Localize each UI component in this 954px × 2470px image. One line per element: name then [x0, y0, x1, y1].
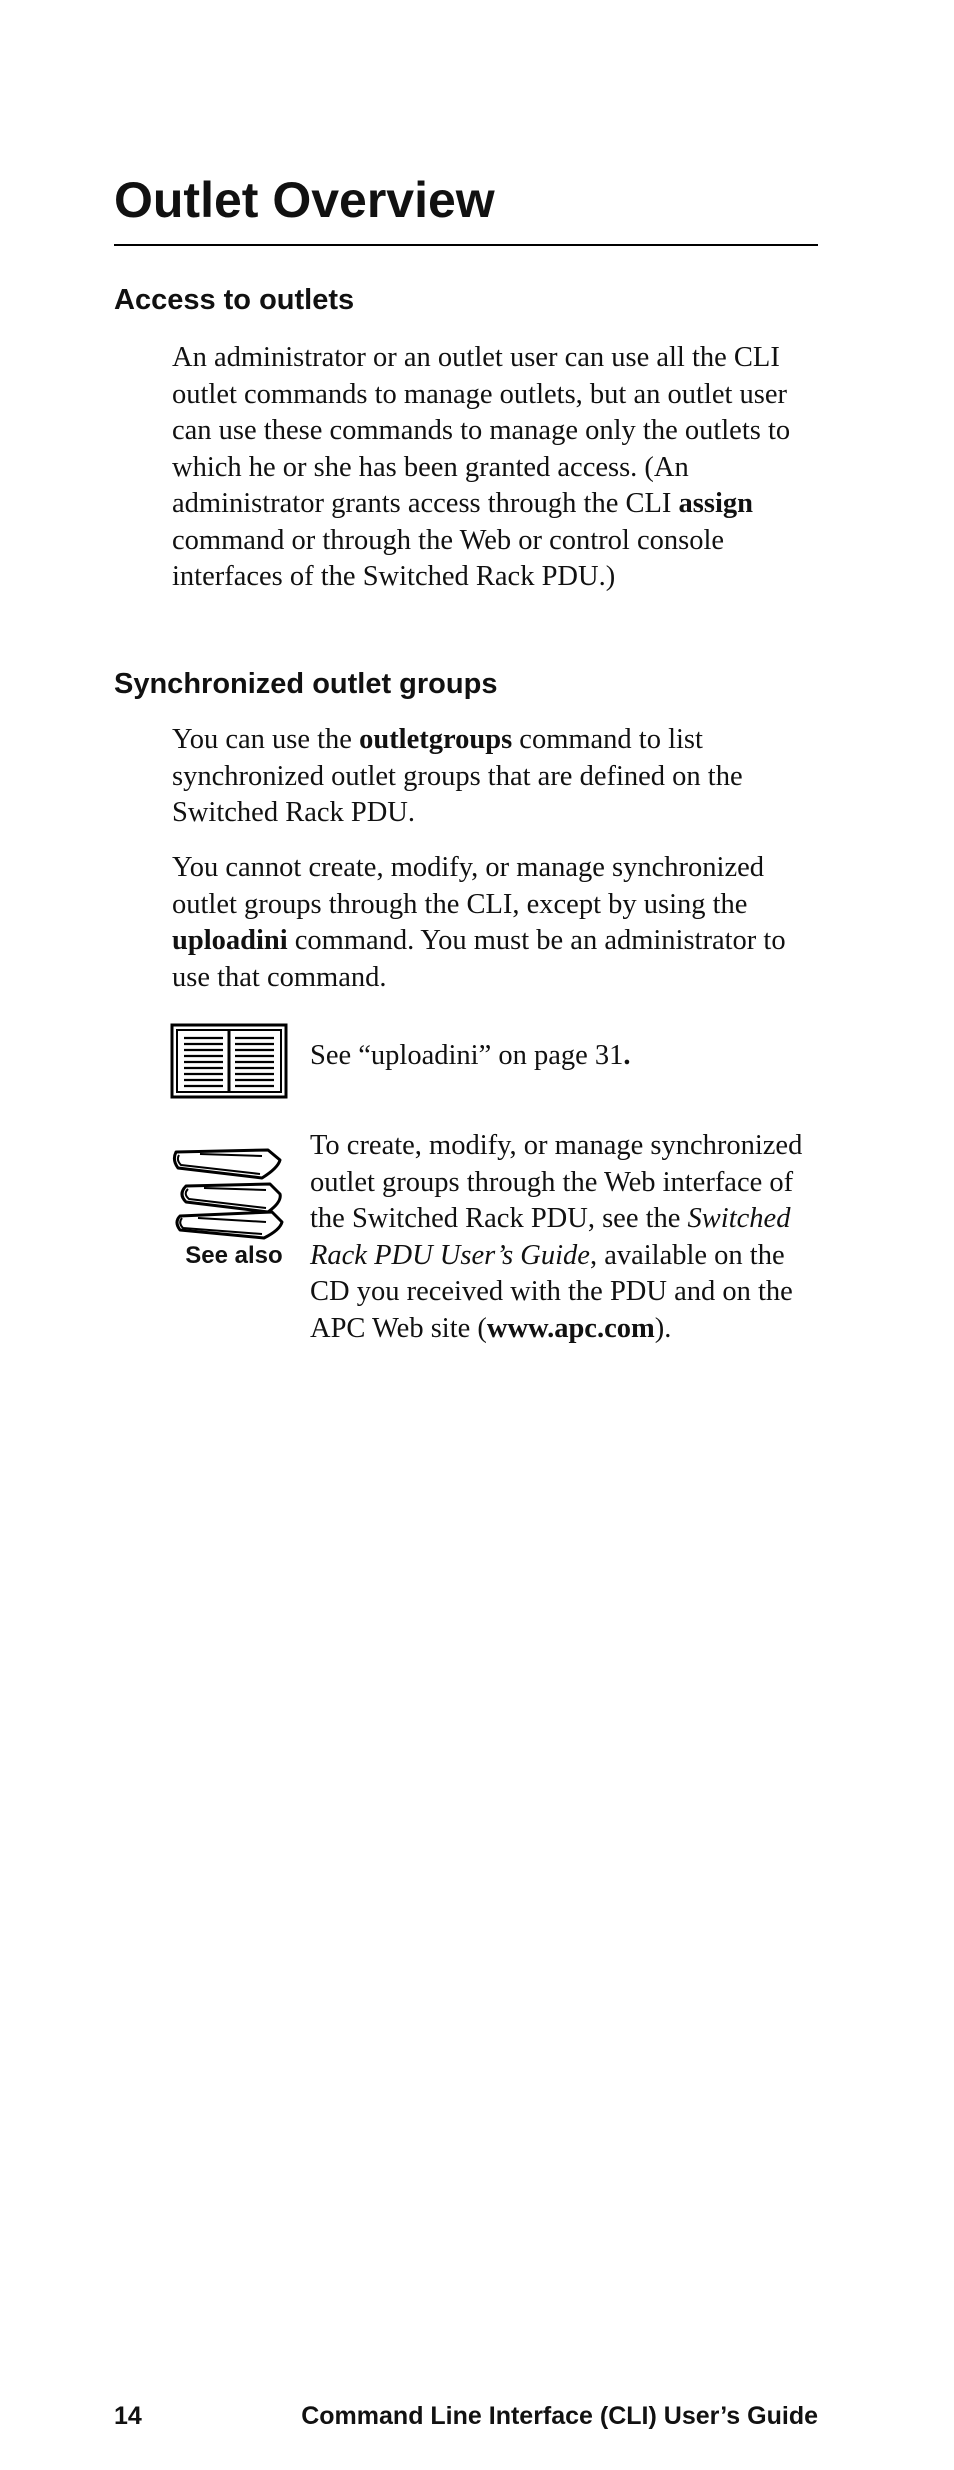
- command-assign: assign: [678, 488, 753, 519]
- page-title: Outlet Overview: [114, 170, 818, 246]
- users-guide-title: Switched Rack PDU User’s Guide: [310, 1203, 791, 1271]
- paragraph-access-to-outlets: An administrator or an outlet user can use all the CLI outlet commands to manage outlets, but an outlet user can use these commands to manage only the outlets to which he or she has been granted access. (An administrator grants access through the CLI assign command or through the Web or control console interfaces of the Switched Rack PDU.): [172, 342, 791, 592]
- note-see-also-users-guide: To create, modify, or manage synchronized outlet groups through the Web interface of the Switched Rack PDU, see the Switched Rack PDU User’s Guide, available on the CD you received with the PDU and on the APC Web site (www.apc.com).: [310, 1130, 803, 1344]
- command-uploadini: uploadini: [172, 925, 288, 956]
- section-heading-synchronized-outlet-groups: Synchronized outlet groups: [114, 668, 498, 700]
- see-also-label: See also: [185, 1242, 283, 1269]
- command-outletgroups: outletgroups: [359, 724, 513, 755]
- footer-document-title: Command Line Interface (CLI) User’s Guide: [301, 2402, 818, 2430]
- note-see-uploadini: See “uploadini” on page 31.: [310, 1040, 631, 1071]
- apc-website-link[interactable]: www.apc.com: [486, 1312, 655, 1344]
- paragraph-uploadini: You cannot create, modify, or manage synchronized outlet groups through the CLI, except by using the uploadini command. You must be an administrator to use that command.: [172, 852, 786, 993]
- book-stack-icon: [170, 1138, 290, 1242]
- paragraph-outletgroups: You can use the outletgroups command to list synchronized outlet groups that are defined on the Switched Rack PDU.: [172, 724, 743, 828]
- open-book-icon: [170, 1022, 290, 1102]
- section-heading-access-to-outlets: Access to outlets: [114, 284, 355, 316]
- footer-page-number: 14: [114, 2402, 142, 2430]
